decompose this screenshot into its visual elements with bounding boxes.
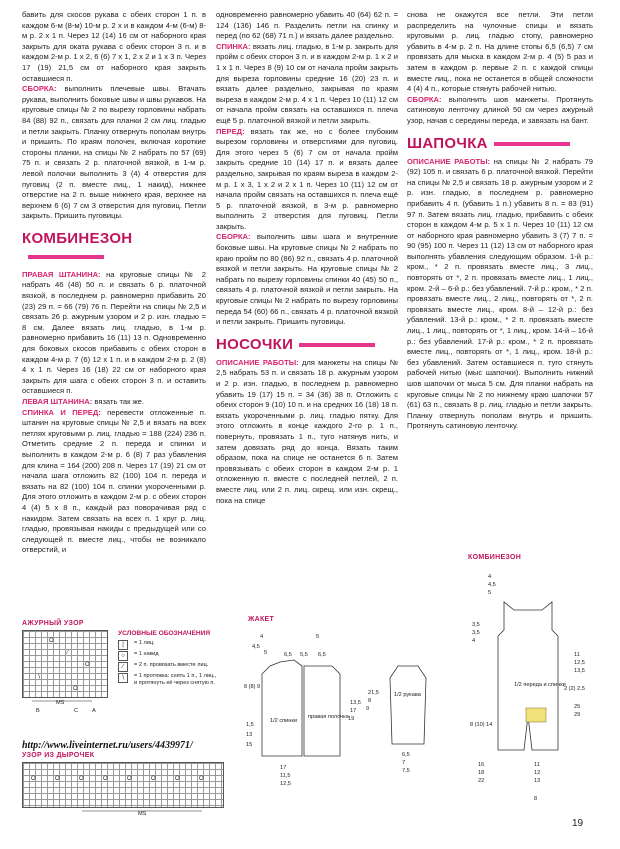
paragraph (216, 358, 398, 506)
yarn-over-symbol: O (31, 776, 36, 782)
legend-title: УСЛОВНЫЕ ОБОЗНАЧЕНИЯ (118, 630, 211, 637)
knit-symbol-icon: | (118, 640, 128, 650)
measure: 3,5 (472, 622, 480, 628)
pattern-letter-c: C (74, 708, 79, 714)
measure: 13 (534, 778, 541, 784)
sleeve-outline (390, 666, 426, 744)
paragraph (22, 408, 206, 556)
decrease-symbol: ∖ (37, 674, 41, 680)
measure: 12,5 (280, 781, 291, 786)
eyelet-pattern-chart (22, 762, 224, 808)
sleeve-label: 1/2 рукава (394, 692, 421, 698)
measure: 6,5 (402, 752, 410, 758)
legend-item: ∕ = 2 п. провязать вместе лиц. (118, 662, 218, 669)
measure: 12,5 (574, 660, 585, 666)
lace-chart-scale (22, 697, 112, 715)
measure: 22 (478, 778, 485, 784)
measure: 1,5 (246, 722, 254, 728)
paragraph (216, 232, 398, 327)
measure: 5 (316, 634, 320, 640)
section-label: СБОРКА: (22, 84, 57, 94)
measure: 7,5 (402, 768, 410, 774)
section-text: выполнить шов манжеты. Протянуть сатиновую ленточку длиной 50 см через ажурный узор, начав с середины переда, и завязать на бант. (407, 94, 593, 125)
measure: 2 (2) 2,5 (564, 686, 585, 692)
section-text: вязать так же, но с более глубоким вырезом горловины и отверстиями для пуговиц. Для этого через 5 (6) 7 см от начала пройм закрыть средние 10 (14) 17 п. и вязать далее раздельно, закрывая по краям выреза в каждом 2-м р. 1 х 3, 1 х 2 и 2 х 1 п. Через 10 (11) 12 см от начала пройм связать на оставшихся п. плеча ещё 5 р. платочной вязкой, в 3-м р. равномерно выполнить 2 отверстия для пуговиц. Петли закрыть. (216, 126, 398, 231)
back-piece-label: 1/2 спинки (270, 718, 297, 724)
section-label: СПИНКА И ПЕРЕД: (22, 407, 101, 417)
section-text: на спицы № 2 набрать 79 (92) 105 п. и связать 6 р. платочной вязкой. Перейти на спицы № 2,5 и связать 18 р. ажурным узором и 2 р. изн. гладью, в последнем р. равномерно прибавить 4 п. (убавить 1 п.) убавить 8 п. = 83 (91) 97 п. Затем вязать лиц. гладью, прибавить с обеих сторон в каждом 4-м р. 5 х 1 п. Через 10 (11) 12 см от наборного края равномерно убавить 3 (7) 7 п. = 90 (95) 100 п. Через 11 (12) 13 см от наборного края выполнять убавления следующим образом. 1-й р.: кром., * 2 п. провязать вместе лиц., 3 лиц., повторять от *, 2 п. провязать вместе лиц., 1 лиц., кром. 2-й – 6-й р.: без убавлений. 7-й р.: кром., * 2 п. провязать вместе лиц., 2 лиц., повторять от *, 2 п. провязать вместе лиц., кром. 8-й – 12-й р.: без убавлений. 13-й р.: кром., * 2 п. провязать вместе лиц., 1 лиц., повторять от *, 1 лиц., кром. 14-й – 16-й р.: без убавлений. 17-й р.: кром., * 2 п. провязать вместе лиц., повторять от *, 1 лиц., кром. 18-й р.: без убавлений. Затем оставшиеся п. туго стянуть рабочей нитью (мыс шапочки). Выполнить нижний шов шапочки от мыса 5 см. Для планки набрать на круговые спицы № 2 по нижнему краю шапочки 57 (61) 63 п., связать 8 р. лиц. гладью и петли закрыть. Планку отвернуть пополам внутрь и пришить. Протянуть сатиновую ленточку. (407, 156, 593, 431)
measure: 15 (246, 742, 253, 748)
section-text: вязать лиц. гладью, в 1-м р. закрыть для пройм с обеих сторон 3 п. и в каждом 2-м р. 1 х 2 и 1 х 1 п. Через 8 (9) 10 см от начала пройм закрыть для выреза горловины средние 16 (20) 23 п. и вязать далее раздельно, закрывая по краям выреза в каждом 2-м р. 4 х 1 п. Через 10 (11) 12 см от начала пройм связать на оставшихся п. плеча ещё 5 р. платочной вязкой и петли закрыть. (216, 41, 398, 125)
jumpsuit-schematic (468, 566, 598, 806)
section-heading-jumpsuit: КОМБИНЕЗОН (22, 230, 206, 266)
paragraph (407, 95, 593, 127)
measure: 8 (368, 698, 372, 704)
measure: 4 (472, 638, 476, 644)
k2tog-icon: ∕ (118, 662, 128, 672)
heading-bar (28, 255, 104, 259)
section-label: ПЕРЕД: (216, 126, 245, 136)
yarn-over-symbol: O (199, 776, 204, 782)
heading-bar (494, 142, 570, 146)
text-column-3 (407, 10, 593, 558)
measure: 5 (264, 650, 268, 656)
paragraph (216, 42, 398, 127)
measure: 8 (534, 796, 538, 802)
yarn-over-symbol: O (79, 776, 84, 782)
jumpsuit-title: КОМБИНЕЗОН (468, 554, 522, 561)
measure: 5,5 (300, 652, 308, 658)
measure: 5 (488, 590, 492, 596)
legend-item: ∖ = 1 протяжка: снять 1 п., 1 лиц., и протянуть её через снятую п. (118, 673, 218, 687)
jumpsuit-piece-label: 1/2 переда и спинки (514, 682, 566, 688)
page-number: 19 (572, 818, 584, 829)
measure: 11 (534, 762, 540, 768)
measure: 6,5 (318, 652, 326, 658)
measure: 17 (280, 765, 287, 771)
section-heading-socks: НОСОЧКИ (216, 336, 398, 354)
eyelet-chart-symbols (23, 763, 223, 807)
ms-label: MS (56, 700, 65, 706)
paragraph: одновременно равномерно убавить 40 (64) 62 п. = 124 (136) 146 п. Разделить петли на спинку и перед (по 62 (68) 71 п.) и вязать далее раздельно. (216, 10, 398, 41)
yarn-over-symbol: O (151, 776, 156, 782)
text-column-2 (216, 10, 398, 608)
paragraph (216, 127, 398, 233)
measure: 4 (488, 574, 492, 580)
measure: 12 (534, 770, 541, 776)
eyelet-pattern-title: УЗОР ИЗ ДЫРОЧЕК (22, 752, 95, 759)
measure: 29 (574, 712, 581, 718)
yarn-over-symbol: O (73, 686, 78, 692)
front-piece-label: правая полочка (308, 714, 349, 720)
section-text: для манжеты на спицы № 2,5 набрать 53 п. и связать 18 р. ажурным узором и 2 р. изн. гладью, в последнем р. равномерно убавить 19 (17) 15 п. = 34 (36) 38 п. Отложить с обеих сторон 9 (10) 10 п. и на средних 16 (18) 18 п. вязать укороченными р. лиц. гладью пятку. Для этого отложить в конце каждого 2-го р. 1 п., повернуть, провязать 1 п., туго натянув нить, и затем довязать ряд до конца. Вязать таким образом, пока на спице не останется 6 п. Затем провязывать с обеих сторон в каждом 2-м р. 1 отложенную п. вместе с последней петлей, 2 п. вместе лиц. или 2 п. лиц. скрещ. или изн. скрещ., пока на спице (216, 357, 398, 505)
measure: 8 (10) 14 (470, 722, 493, 728)
measure: 6,5 (284, 652, 292, 658)
measure: 21,5 (368, 690, 379, 696)
section-label: ОПИСАНИЕ РАБОТЫ: (407, 156, 491, 166)
legend-item: | = 1 лиц. (118, 640, 218, 647)
section-text: выполнить швы шага и внутренние боковые швы. На круговые спицы № 2 набрать по краю пройм по 80 (86) 92 п., связать 4 р. платочной вязкой и петли закрыть. На круговые спицы № 2 набрать по вырезу горловины спинки 40 (45) 50 п., связать 4 р. платочной вязкой и петли закрыть. На круговые спицы № 2 набрать по вырезу горловины переда 54 (60) 66 п., связать 4 р. платочной вязкой и петли закрыть. Пришить пуговицы. (216, 232, 398, 327)
measure: 18 (478, 770, 485, 776)
decrease-symbol: ∕ (67, 650, 69, 656)
section-label: СБОРКА: (216, 232, 251, 242)
measure: 4 (260, 634, 264, 640)
section-label: СПИНКА: (216, 41, 251, 51)
measure: 16 (478, 762, 485, 768)
section-text: на круговые спицы № 2 набрать 46 (48) 50 п. и связать 6 р. платочной вязкой, в последнем р. равномерно прибавить 20 (23) 29 п. = 66 (79) 76 п. Перейти на спицы № 2,5 и связать 26 р. ажурным узором и 2 р. изн. гладью = 8 см. Далее вязать лиц. гладью, в 1-м р. равномерно прибавить 16 (11) 13 п. Одновременно для боковых скосов прибавить с обеих сторон в каждом 4-м р. 7 (6) 12 х 1 п. и в каждом 2-м р. 2 (8) 4 х 1 п. Через 16 (18) 22 см от наборного края закрыть для шага с обеих сторон 3 п. и оставить оставшиеся п. (22, 269, 206, 396)
heading-bar (299, 343, 375, 347)
paragraph: снова не окажутся все петли. Эти петли распределить на чулочные спицы и вязать круговыми р. лиц. гладью стопу, равномерно убавить в 4-м р. 2 п. На длине стопы 6,5 (6,5) 7 см провязать для мыска в каждом 2-м р. 4 (5) 5 раз и затем в каждом р. первые 2 п. с каждой спицы вместе лиц., пока не останется в общей сложности 4 (4) 4 п., которые стянуть рабочей нитью. (407, 10, 593, 94)
measure: 9 (366, 706, 370, 712)
measure: 8 (8) 9 (244, 684, 261, 690)
yarn-over-symbol: O (49, 638, 54, 644)
measure: 4,5 (488, 582, 496, 588)
yarn-over-symbol: O (175, 776, 180, 782)
yarn-over-symbol: O (103, 776, 108, 782)
jacket-schematic (240, 626, 440, 786)
lace-pattern-chart (22, 630, 108, 698)
ms-label: MS (138, 811, 147, 817)
paragraph (22, 84, 206, 222)
measure: 25 (574, 704, 581, 710)
pattern-letter-a: A (92, 708, 96, 714)
section-text: вязать так же. (94, 397, 144, 406)
jumpsuit-outline (498, 602, 558, 750)
section-label: ЛЕВАЯ ШТАНИНА: (22, 397, 93, 406)
pattern-letter-b: B (36, 708, 40, 714)
eyelet-chart-scale (22, 806, 222, 818)
measure: 17 (350, 708, 357, 714)
text-column-1 (22, 10, 206, 608)
measure: 11,5 (280, 773, 291, 779)
measure: 13,5 (350, 700, 361, 706)
yarn-over-icon: ○ (118, 651, 128, 661)
measure: 7 (402, 760, 406, 766)
measure: 4,5 (252, 644, 260, 650)
measure: 19 (348, 716, 355, 722)
back-piece-outline (262, 660, 302, 756)
source-url: http://www.liveinternet.ru/users/4439971/ (22, 740, 193, 751)
measure: 13,5 (574, 668, 585, 674)
lace-pattern-title: АЖУРНЫЙ УЗОР (22, 620, 84, 627)
section-label: СБОРКА: (407, 94, 442, 104)
front-piece-outline (304, 666, 340, 756)
legend (118, 630, 218, 691)
measure: 3,5 (472, 630, 480, 636)
measure: 13 (246, 732, 253, 738)
paragraph (22, 270, 206, 397)
measure: 11 (574, 652, 580, 658)
section-heading-hat: ШАПОЧКА (407, 135, 593, 153)
jacket-title: ЖАКЕТ (248, 616, 275, 623)
paragraph (407, 157, 593, 432)
lace-chart-symbols (23, 631, 107, 697)
section-label: ПРАВАЯ ШТАНИНА: (22, 269, 101, 279)
section-label: ОПИСАНИЕ РАБОТЫ: (216, 357, 299, 367)
section-text: перевести отложенные п. штанин на круговые спицы № 2,5 и вязать на всех петлях круговыми р. лиц. гладью = 188 (224) 236 п. Отметить средние 2 п. переда и спинки и выполнить в каждом 2-м р. 6 (8) 7 раз убавления для клина = 164 (200) 208 п. Через 17 (19) 21 см от начала шага отложить 82 (100) 104 п. переда и вязать на 82 (100) 104 п. спинки укороченными р. Для этого отложить в каждом 2-м р. с обеих сторон 4 (4) 5 х 8 п., каждый раз поворачивая ряд с накидом. Затем связать на всех п. 1 круг р. лиц. гладью, провязывая накиды с предыдущей или со следующей п. вместе лиц., чтобы не возникало отверстий, и (22, 407, 206, 555)
cat-sticker-icon (526, 708, 546, 722)
section-text: выполнить плечевые швы. Втачать рукава, выполнить боковые швы и швы рукавов. На круговые спицы № 2 по вырезу горловины набрать 84 (88) 92 п., связать для планки 2 см лиц. гладью и петли закрыть. Планку отвернуть пополам внутрь и пришить. По краям полочек, включая короткие стороны планки, на спицы № 2 набрать по 57 (69) 75 п. и связать 2 р. платочной вязкой, в 1-м р. левой полочки выполнить 3 (4) 4 отверстия для пуговиц (2 п. вместе лиц., 1 накид), нижнее отверстие на 2 п. выше нижнего края, верхнее на верхнем 6 (6) 7 см 3 отверстия для пуговиц. Петли закрыть. Пришить пуговицы. (22, 84, 206, 221)
yarn-over-symbol: O (55, 776, 60, 782)
yarn-over-symbol: O (85, 662, 90, 668)
paragraph: бавить для скосов рукава с обеих сторон 1 п. в каждом 6-м (8-м) 10-м р. 2 х и в каждом 4-м (6-м) 8-м р. 2 х 1 п. Через 12 (14) 16 см от наборного края закрыть для оката рукава с обеих сторон 3 п. и в каждом 2-м р. 1 х 2, 6 (6) 7 х 1, 2 х 2 и 1 х 3 п. Через 17 (19) 21,5 см от наборного края закрыть оставшиеся п. (22, 10, 206, 83)
yarn-over-symbol: O (127, 776, 132, 782)
legend-item: ○ = 1 накид (118, 651, 218, 658)
paragraph (22, 397, 206, 408)
ssk-icon: ∖ (118, 673, 128, 683)
